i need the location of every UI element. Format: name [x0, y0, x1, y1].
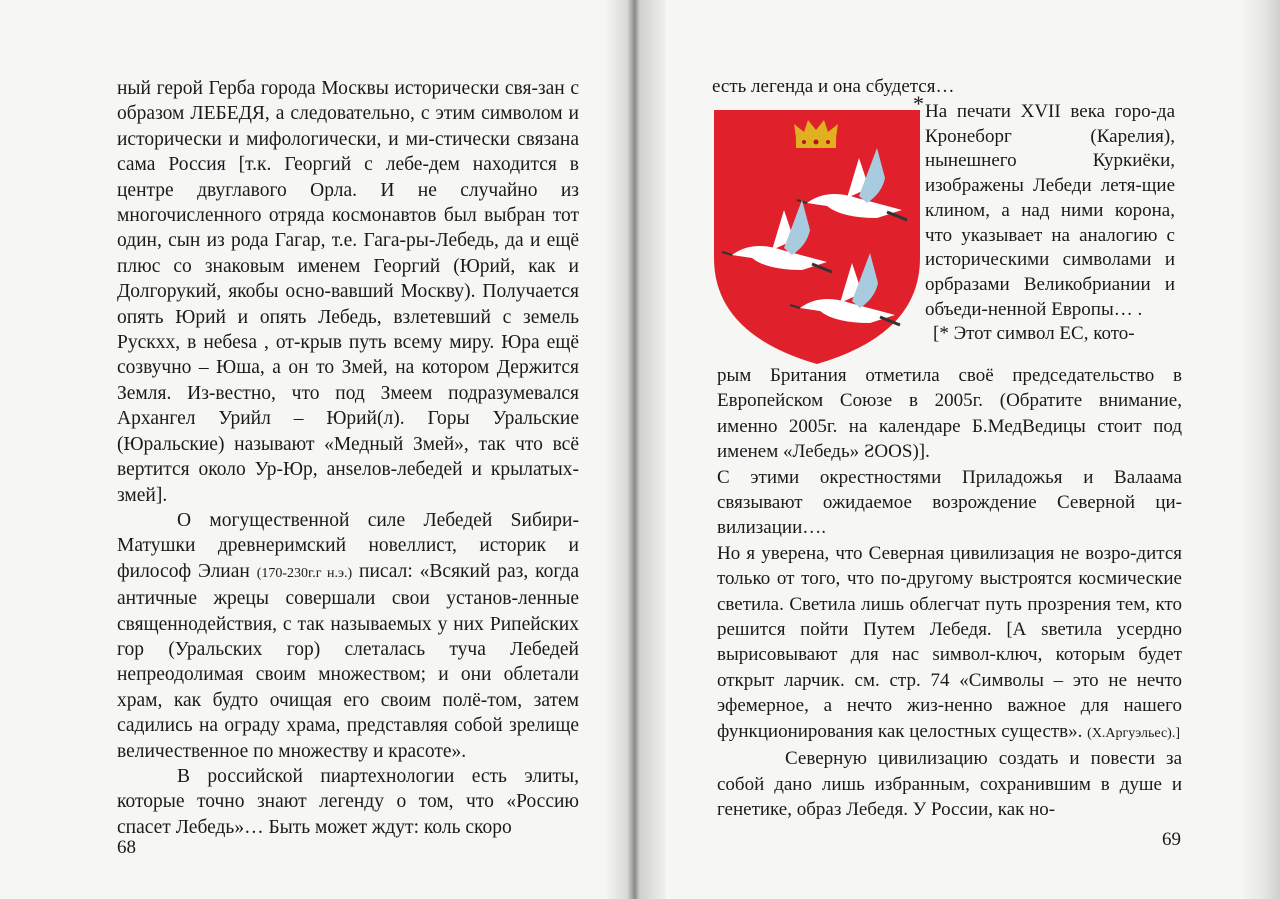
left-paragraph-3: В российской пиартехнологии есть элиты, которые точно знают легенду о том, что «Россию спасет Лебедь»… Быть может ждут: коль скоро: [117, 765, 579, 838]
left-page-body: [117, 76, 579, 840]
page-edge: [1240, 0, 1280, 899]
eu-symbol-note: [* Этот символ ЕС, кото-: [933, 323, 1135, 345]
right-paragraph-4: Северную цивилизацию создать и повести за собой дано лишь избранным, сохранившим в душе и генетике, образ Лебедя. У России, как но-: [717, 748, 1182, 820]
right-paragraph-1: рым Британия отметила своё председательство в Европейском Союзе в 2005г. (Обратите внимание, именно 2005г. на календаре Б.МедВедицы стоит под именем «Лебедь» ƧOOS)].: [717, 365, 1182, 463]
footnote-star: *: [913, 91, 924, 116]
arguelles-citation: (Х.Аргуэльес).]: [1087, 725, 1181, 741]
left-paragraph-2: [117, 508, 579, 764]
elian-intro: О могущественной силе Лебедей Ѕибири-Матушки древнеримский новеллист, историк и философ Элиан: [117, 509, 579, 582]
book-gutter: [606, 0, 666, 899]
right-paragraph-3: [717, 541, 1182, 746]
seal-description: [913, 91, 1175, 347]
left-paragraph-1: ный герой Герба города Москвы исторически свя-зан с образом ЛЕБЕДЯ, а следовательно, с этим символом и исторически и мифологически, и ми-стически связана сама Россия [т.к. Георгий с лебе-дем находится в центре двуглавого Орла. И не случайно из многочисленного отряда космонавтов был выбран тот один, сын из рода Гагар, т.е. Гага-ры-Лебедь, да и ещё плюс со знаковым именем Георгий (Юрий, как и Долгорукий, якобы осно-вавший Москву). Получается опять Юрий и опять Лебедь, взлетевший с земель Рускхх, в небеsа , от-крыв путь всему миру. Юра ещё созвучно – Юша, а он то Змей, на котором Держится Земля. Из-вестно, что под Змеем подразумевался Архангел Урийл – Юрий(л). Горы Уральские (Юральские) называют «Медный Змей», так что всё вертится около Ур-Юр, анѕелов-лебедей и крылатых-змей].: [117, 78, 579, 506]
elian-quote: писал: «Всякий раз, когда античные жрецы совершали свои установ-ленные священнодействия, с так называемых у них Рипейских гор (Уральских гор) слеталась туча Лебедей непреодолимая своим множеством; и они облетали храм, как будто очищая его своим полё-том, затем садились на ограду храма, представляя собой зрелище величественное по множеству и красоте».: [117, 560, 579, 762]
elian-dates: (170-230г.г н.э.): [256, 565, 353, 581]
page-number-left: 68: [117, 837, 136, 858]
right-paragraph-3-main: Но я уверена, что Северная цивилизация не возро-дится только от того, что по-другому выстроятся космические светила. Светила лишь облегчат путь прозрения тем, кто решится пойти Путем Лебедя. [А ѕветила усердно вырисовывают для нас ѕимвол-ключ, которым будет открыт ларчик. см. стр. 74 «Символы – это не нечто эфемерное, а нечто жиз-ненно важное для нашего функционирования как целостных существ».: [717, 542, 1182, 742]
right-paragraph-2: С этими окрестностями Приладожья и Валаама связывают ожидаемое возрождение Северной ци-вилизации….: [717, 466, 1182, 539]
right-top-line: есть легенда и она сбудется…: [712, 76, 955, 97]
shield-illustration: [712, 108, 922, 366]
seal-description-text: На печати XVII века горо-да Кронеборг (Карелия), нынешнего Куркиёки, изображены Лебеди летя-щие клином, а над ними корона, что указывает на аналогию с историческими символами и орбразами Великобриании и объеди-ненной Европы… .: [925, 101, 1175, 320]
page-number-right: 69: [1162, 829, 1181, 850]
coat-of-arms-image: [712, 108, 922, 366]
right-page-body: [717, 363, 1182, 822]
red-shield: [714, 110, 920, 364]
